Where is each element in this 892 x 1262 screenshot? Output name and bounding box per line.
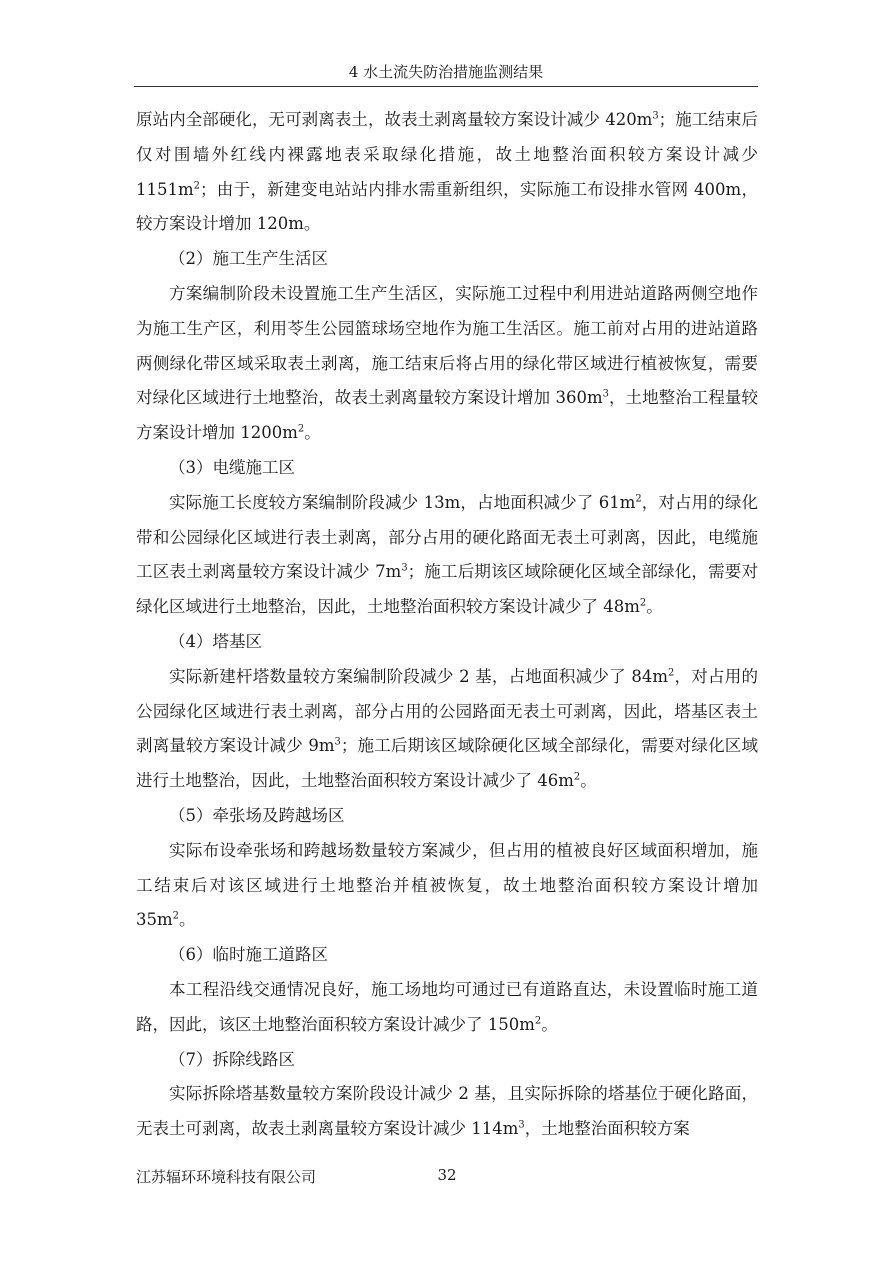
body-paragraph — [136, 1077, 758, 1147]
unit-superscript: 2 — [297, 423, 305, 435]
text-run: 。 — [304, 423, 321, 443]
text-run: ，对占用的绿化带和公园绿化区域进行表土剥离，部分占用的硬化路面无表土可剥离，因此，电缆施工区表土剥离量较方案设计减少 7m — [136, 492, 759, 582]
body-paragraph — [136, 973, 758, 1043]
unit-superscript: 3 — [334, 736, 341, 748]
text-run: 实际施工长度较方案编制阶段减少 13m，占地面积减少了 61m — [169, 492, 636, 512]
body-paragraph — [136, 277, 758, 451]
text-run: ；由于，新建变电站站内排水需重新组织，实际施工布设排水管网 400m，较方案设计增加 120m。 — [136, 179, 758, 234]
text-run: ；施工后期该区域除硬化区域全部绿化，需要对绿化区域进行土地整治，因此，土地整治面积较方案设计减少了 48m — [136, 562, 759, 617]
unit-superscript: 2 — [635, 493, 642, 505]
text-run: ，土地整治工程量较方案设计增加 1200m — [136, 388, 759, 443]
text-run: 实际拆除塔基数量较方案阶段设计减少 2 基，且实际拆除的塔基位于硬化路面，无表土可剥离，故表土剥离量较方案设计减少 114m — [136, 1084, 758, 1139]
unit-superscript: 2 — [573, 771, 581, 783]
unit-superscript: 2 — [667, 667, 675, 679]
section-heading — [136, 242, 758, 277]
footer-company-name: 江苏辐环环境科技有限公司 — [136, 1168, 317, 1186]
text-run: 。 — [646, 597, 663, 617]
text-run: ；施工结束后仅对围墙外红线内裸露地表采取绿化措施，故土地整治面积较方案设计减少 1151m — [136, 110, 758, 199]
text-run: （6）临时施工道路区 — [169, 945, 328, 965]
body-paragraph — [136, 834, 758, 938]
body-paragraph — [136, 103, 758, 242]
text-run: ，对占用的公园绿化区域进行表土剥离，部分占用的公园路面无表土可剥离，因此，塔基区表土剥离量较方案设计减少 9m — [136, 666, 759, 756]
section-heading — [136, 451, 758, 486]
section-heading — [136, 1043, 758, 1078]
text-run: （5）牵张场及跨越场区 — [169, 805, 345, 825]
text-run: 实际布设牵张场和跨越场数量较方案减少，但占用的植被良好区域面积增加，施工结束后对该区域进行土地整治并植被恢复，故土地整治面积较方案设计增加 35m — [136, 840, 758, 930]
unit-superscript: 2 — [534, 1015, 542, 1027]
unit-superscript: 3 — [652, 110, 659, 122]
text-run: ；施工后期该区域除硬化区域全部绿化，需要对绿化区域进行土地整治，因此，土地整治面积较方案设计减少了 46m — [136, 736, 758, 791]
text-run: （4）塔基区 — [169, 631, 262, 651]
unit-superscript: 3 — [602, 388, 609, 400]
text-run: 原站内全部硬化，无可剥离表土，故表土剥离量较方案设计减少 420m — [136, 110, 653, 129]
page-number: 32 — [437, 1166, 457, 1184]
body-content — [136, 103, 758, 1147]
text-run: （3）电缆施工区 — [169, 457, 295, 477]
running-header: 4 水土流失防治措施监测结果 — [348, 63, 544, 81]
text-run: 实际新建杆塔数量较方案编制阶段减少 2 基，占地面积减少了 84m — [169, 666, 668, 686]
header-divider — [134, 86, 758, 87]
unit-superscript: 2 — [193, 180, 200, 192]
section-heading — [136, 799, 758, 834]
section-heading — [136, 938, 758, 973]
text-run: ，土地整治面积较方案 — [524, 1119, 690, 1139]
unit-superscript: 2 — [639, 597, 647, 609]
text-run: （2）施工生产生活区 — [169, 249, 328, 269]
unit-superscript: 3 — [518, 1119, 525, 1131]
text-run: 。 — [178, 910, 196, 930]
text-run: 本工程沿线交通情况良好，施工场地均可通过已有道路直达，未设置临时施工道路，因此，该区土地整治面积较方案设计减少了 150m — [136, 979, 758, 1034]
unit-superscript: 2 — [172, 910, 179, 922]
text-run: 。 — [541, 1014, 558, 1034]
body-paragraph — [136, 660, 758, 799]
unit-superscript: 3 — [401, 562, 408, 574]
text-run: 方案编制阶段未设置施工生产生活区，实际施工过程中利用进站道路两侧空地作为施工生产区，利用苓生公园篮球场空地作为施工生活区。施工前对占用的进站道路两侧绿化带区域采取表土剥离，施工结束后将占用的绿化带区域进行植被恢复，需要对绿化区域进行土地整治，故表土剥离量较方案设计增加 360m — [136, 283, 758, 408]
body-paragraph — [136, 486, 758, 625]
text-run: 。 — [580, 771, 597, 791]
section-heading — [136, 625, 758, 660]
text-run: （7）拆除线路区 — [169, 1049, 295, 1069]
